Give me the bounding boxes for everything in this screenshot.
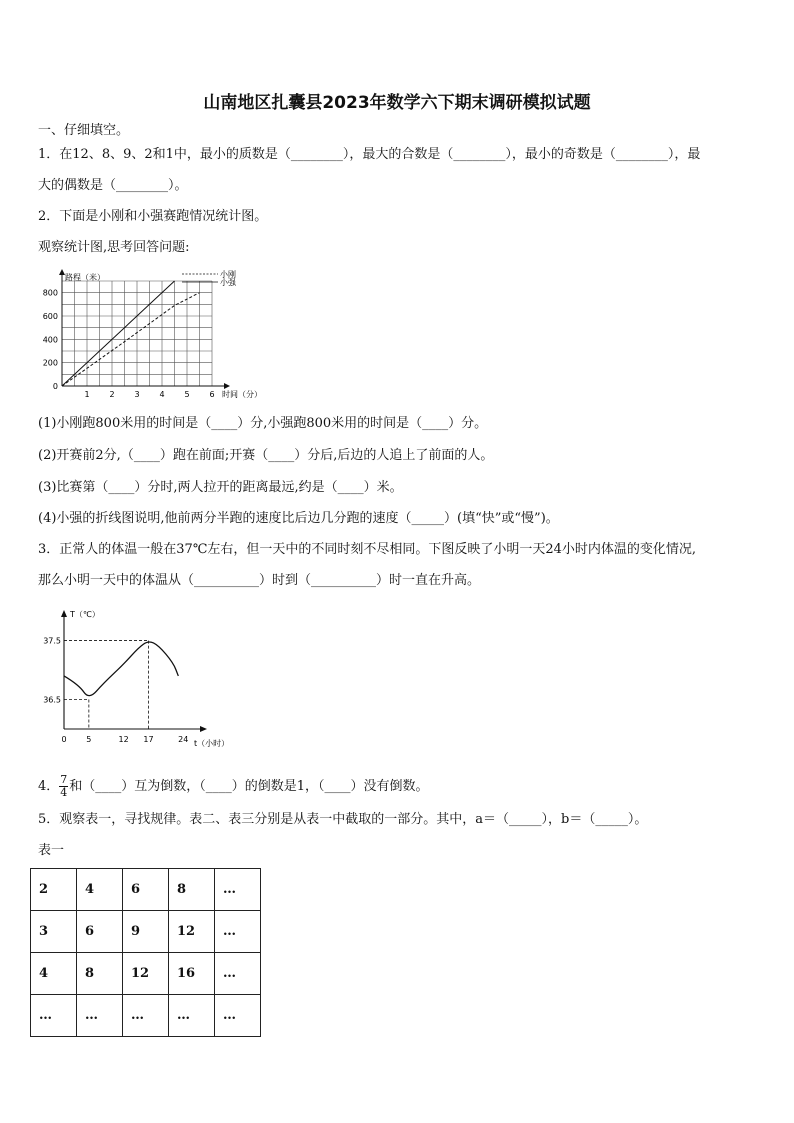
table-cell: 4 [31,953,77,995]
question-1-line-2: 大的偶数是（________）。 [38,178,188,193]
table-cell: 16 [169,953,215,995]
table-cell: 2 [31,869,77,911]
table-cell: … [123,995,169,1037]
x-axis-label: t（小时） [194,739,230,748]
table-cell: … [215,911,261,953]
x-tick-label: 6 [209,390,215,399]
x-tick-label: 17 [143,735,154,744]
question-1-line-1: 1．在12、8、9、2和1中，最小的质数是（________），最大的合数是（________），最小的奇数是（________），最 [38,147,701,162]
y-axis-label: T（℃） [70,610,100,619]
fraction-numerator: 7 [60,773,68,786]
table-cell: … [215,995,261,1037]
x-tick-label: 2 [109,390,115,399]
table-row [31,869,261,911]
table-cell: … [77,995,123,1037]
table-cell: 6 [123,869,169,911]
y-tick-label: 200 [42,358,58,368]
question-2-title: 2．下面是小刚和小强赛跑情况统计图。 [38,209,268,224]
x-axis-arrow [224,383,230,389]
table-row [31,995,261,1037]
question-4-text: 和（____）互为倒数，（____）的倒数是1，（____）没有倒数。 [69,779,429,794]
fraction-seven-quarters [59,774,68,799]
y-tick-label: 37.5 [43,636,61,646]
race-chart-axes [59,269,230,389]
table-cell: 12 [169,911,215,953]
question-2-part-3: (3)比赛第（____）分时,两人拉开的距离最远,约是（____）米。 [38,480,403,495]
y-tick-label: 600 [42,312,58,321]
table-cell: 8 [77,953,123,995]
table-cell: 12 [123,953,169,995]
table-cell: 8 [169,869,215,911]
x-tick-label: 0 [61,735,67,744]
question-3-line-1: 3．正常人的体温一般在37℃左右，但一天中的不同时刻不尽相同。下图反映了小明一天24小时内体温的变化情况, [38,542,697,557]
table-row [31,911,261,953]
race-chart-lines [62,281,200,386]
question-5-text: 5．观察表一，寻找规律。表二、表三分别是从表一中截取的一部分。其中，a＝（_____），b＝（_____）。 [38,812,648,827]
table-1-label: 表一 [38,843,65,858]
temperature-chart-axes [61,610,207,732]
temperature-curve [64,642,178,696]
temperature-chart [30,605,230,755]
question-4 [38,774,429,799]
table-cell: 6 [77,911,123,953]
legend-label: 小强 [220,278,236,287]
legend-label: 小刚 [220,270,236,279]
table-cell: 3 [31,911,77,953]
section-heading: 一、仔细填空。 [38,123,130,138]
question-2-subtitle: 观察统计图,思考回答问题: [38,240,190,255]
table-cell: … [215,869,261,911]
x-tick-label: 12 [118,735,129,744]
x-tick-label: 5 [86,735,92,744]
y-tick-label: 400 [42,335,58,345]
y-tick-label: 0 [52,382,58,391]
fraction-denominator: 4 [60,786,68,799]
question-3-line-2: 那么小明一天中的体温从（__________）时到（__________）时一直在升高。 [38,573,481,588]
x-axis-label: 时间（分） [222,390,262,399]
table-cell: … [169,995,215,1037]
table-cell: 9 [123,911,169,953]
y-tick-label: 800 [42,288,58,298]
table-row [31,953,261,995]
question-4-number: 4． [38,779,60,794]
race-chart [36,268,266,403]
x-axis-arrow [200,726,207,732]
table-cell: … [31,995,77,1037]
question-2-part-4: (4)小强的折线图说明,他前两分半跑的速度比后边几分跑的速度（_____）(填“快”或“慢”)。 [38,511,559,526]
x-tick-label: 3 [134,390,140,399]
series-line-xiaoqiang [62,281,175,386]
race-chart-labels [43,269,262,399]
x-tick-label: 24 [178,735,189,744]
temperature-chart-lines [64,641,178,729]
table-cell: 4 [77,869,123,911]
x-tick-label: 1 [84,390,90,399]
table-cell: … [215,953,261,995]
question-2-part-2: (2)开赛前2分,（____）跑在前面;开赛（____）分后,后边的人追上了前面的人。 [38,448,494,463]
y-axis-arrow [61,610,67,617]
x-tick-label: 4 [159,390,165,399]
table-1 [30,868,261,1037]
y-axis-label: 路程（米） [65,273,105,282]
question-2-part-1: (1)小刚跑800米用的时间是（____）分,小强跑800米用的时间是（____）分。 [38,416,488,431]
y-tick-label: 36.5 [43,695,61,705]
page-title: 山南地区扎囊县2023年数学六下期末调研模拟试题 [203,93,591,113]
x-tick-label: 5 [184,390,190,399]
